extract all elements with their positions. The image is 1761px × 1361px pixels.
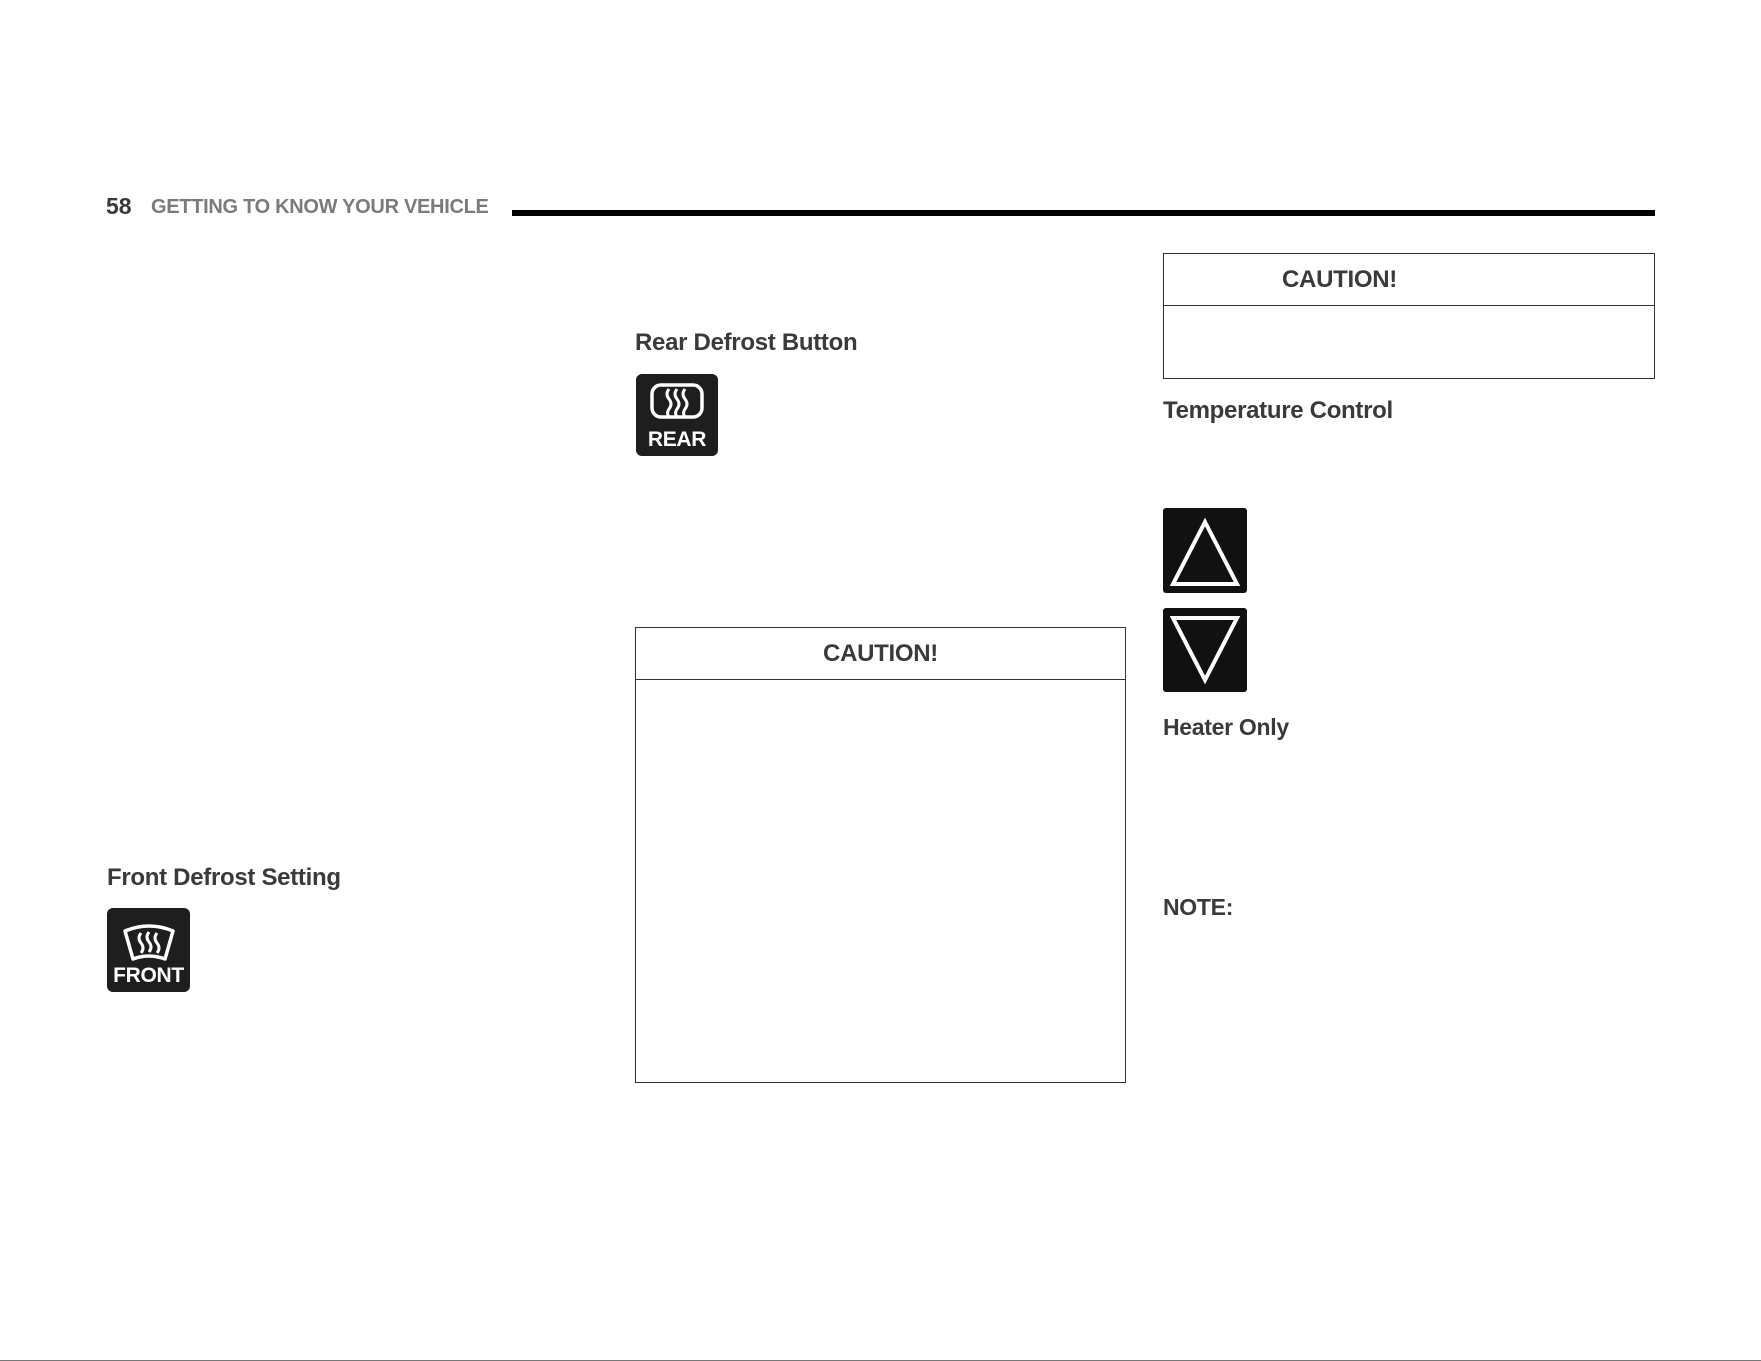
front-icon-label: FRONT	[113, 964, 184, 987]
temperature-down-icon	[1163, 608, 1247, 692]
windshield-heat-icon	[119, 919, 179, 965]
front-defrost-icon	[107, 908, 190, 992]
caution-box-middle	[635, 627, 1126, 1083]
front-defrost-heading: Front Defrost Setting	[107, 864, 341, 891]
rear-defrost-icon	[636, 374, 718, 456]
temperature-up-icon	[1163, 508, 1247, 593]
temperature-control-heading: Temperature Control	[1163, 397, 1393, 424]
page-number: 58	[106, 193, 132, 219]
note-label: NOTE:	[1163, 894, 1234, 920]
caution-title-right: CAUTION!	[1164, 254, 1654, 306]
caution-title-middle: CAUTION!	[636, 628, 1125, 680]
rear-window-heat-icon	[646, 381, 708, 429]
rear-defrost-heading: Rear Defrost Button	[635, 329, 858, 356]
heater-only-heading: Heater Only	[1163, 714, 1289, 740]
section-title: GETTING TO KNOW YOUR VEHICLE	[151, 196, 489, 218]
header-rule	[512, 210, 1655, 216]
caution-box-right	[1163, 253, 1655, 379]
rear-icon-label: REAR	[647, 428, 707, 451]
